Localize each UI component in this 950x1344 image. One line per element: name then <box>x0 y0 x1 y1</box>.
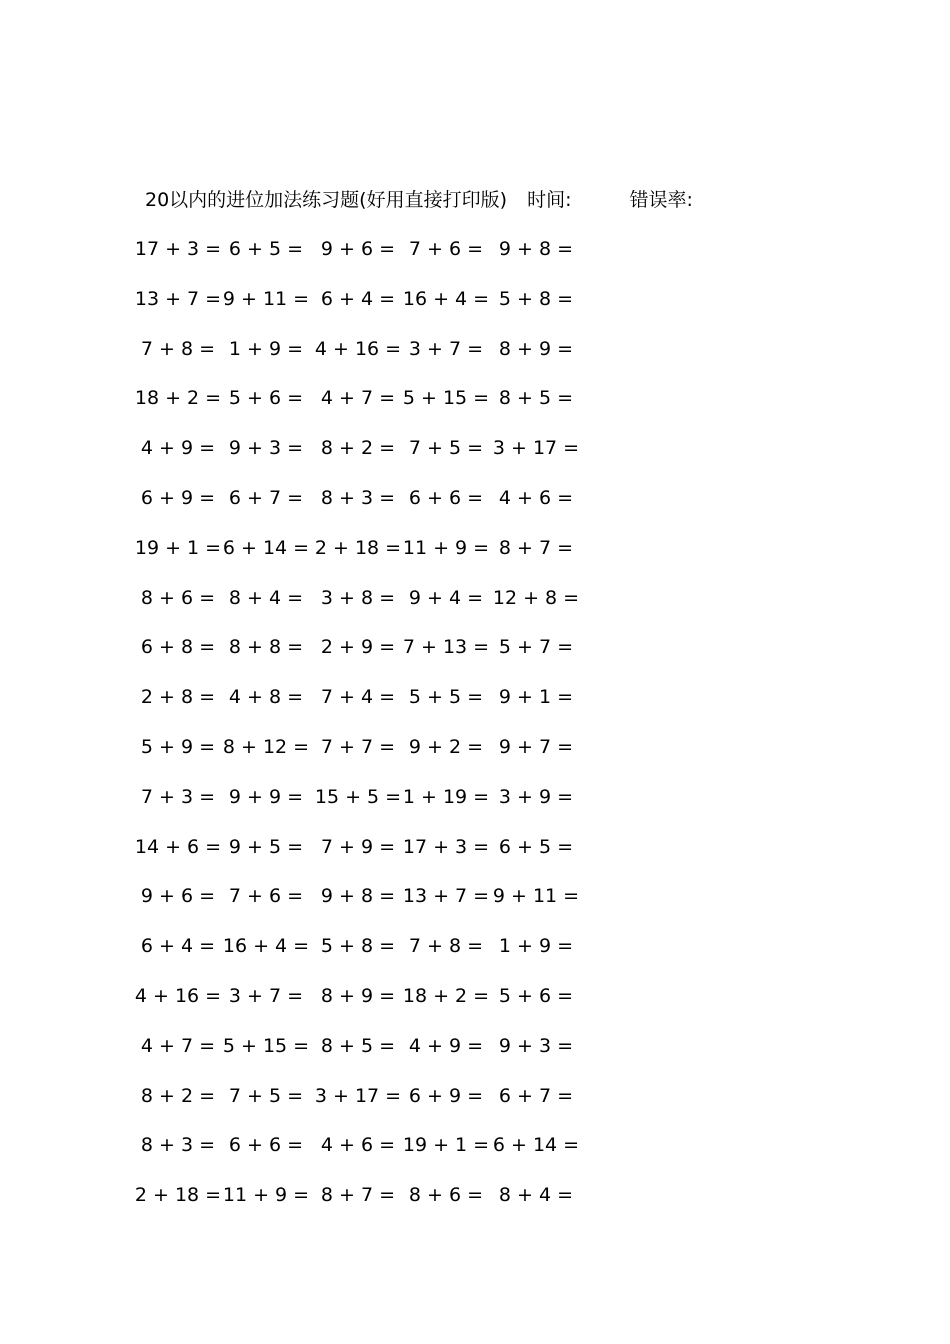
addition-problem: 8 + 3 = <box>140 1134 216 1157</box>
problem-row <box>0 933 950 983</box>
addition-problem: 1 + 9 = <box>228 337 304 360</box>
worksheet-header <box>145 186 693 214</box>
addition-problem: 6 + 14 = <box>492 1134 580 1157</box>
addition-problem: 9 + 2 = <box>408 735 484 758</box>
addition-problem: 2 + 9 = <box>320 636 396 659</box>
addition-problem: 6 + 6 = <box>408 486 484 509</box>
addition-problem: 1 + 19 = <box>402 785 490 808</box>
addition-problem: 18 + 2 = <box>402 984 490 1007</box>
addition-problem: 9 + 7 = <box>498 735 574 758</box>
addition-problem: 1 + 9 = <box>498 935 574 958</box>
addition-problem: 9 + 5 = <box>228 835 304 858</box>
addition-problem: 8 + 4 = <box>498 1184 574 1207</box>
addition-problem: 8 + 7 = <box>320 1184 396 1207</box>
addition-problem: 5 + 9 = <box>140 735 216 758</box>
addition-problem: 6 + 5 = <box>498 835 574 858</box>
addition-problem: 5 + 7 = <box>498 636 574 659</box>
addition-problem: 6 + 7 = <box>498 1084 574 1107</box>
problem-row <box>0 634 950 684</box>
addition-problem: 7 + 5 = <box>408 437 484 460</box>
addition-problem: 9 + 11 = <box>222 287 310 310</box>
addition-problem: 11 + 9 = <box>222 1184 310 1207</box>
problem-row <box>0 983 950 1033</box>
addition-problem: 6 + 5 = <box>228 238 304 260</box>
addition-problem: 5 + 15 = <box>402 387 490 410</box>
problem-row <box>0 585 950 635</box>
problem-row <box>0 485 950 535</box>
addition-problem: 17 + 3 = <box>134 238 222 260</box>
addition-problem: 3 + 8 = <box>320 586 396 609</box>
addition-problem: 4 + 9 = <box>408 1034 484 1057</box>
addition-problem: 5 + 6 = <box>228 387 304 410</box>
addition-problem: 9 + 8 = <box>320 885 396 908</box>
problem-row <box>0 734 950 784</box>
addition-problem: 8 + 5 = <box>498 387 574 410</box>
addition-problem: 9 + 1 = <box>498 686 574 709</box>
addition-problem: 9 + 3 = <box>228 437 304 460</box>
addition-problem: 3 + 17 = <box>314 1084 402 1107</box>
problem-row <box>0 684 950 734</box>
addition-problem: 8 + 4 = <box>228 586 304 609</box>
addition-problem: 8 + 7 = <box>498 536 574 559</box>
addition-problem: 9 + 6 = <box>320 238 396 260</box>
problem-row <box>0 1083 950 1133</box>
addition-problem: 6 + 4 = <box>140 935 216 958</box>
addition-problem: 7 + 4 = <box>320 686 396 709</box>
addition-problem: 12 + 8 = <box>492 586 580 609</box>
addition-problem: 13 + 7 = <box>134 287 222 310</box>
addition-problem: 5 + 6 = <box>498 984 574 1007</box>
addition-problem: 9 + 3 = <box>498 1034 574 1057</box>
addition-problem: 4 + 16 = <box>134 984 222 1007</box>
problem-row <box>0 1182 950 1232</box>
addition-problem: 18 + 2 = <box>134 387 222 410</box>
addition-problem: 2 + 18 = <box>134 1184 222 1207</box>
addition-problem: 8 + 12 = <box>222 735 310 758</box>
problem-row <box>0 535 950 585</box>
addition-problem: 5 + 8 = <box>498 287 574 310</box>
addition-problem: 9 + 4 = <box>408 586 484 609</box>
addition-problem: 5 + 5 = <box>408 686 484 709</box>
addition-problem: 9 + 6 = <box>140 885 216 908</box>
addition-problem: 14 + 6 = <box>134 835 222 858</box>
addition-problem: 3 + 7 = <box>408 337 484 360</box>
addition-problem: 19 + 1 = <box>402 1134 490 1157</box>
addition-problem: 7 + 8 = <box>140 337 216 360</box>
addition-problem: 4 + 7 = <box>320 387 396 410</box>
addition-problem: 8 + 9 = <box>498 337 574 360</box>
problem-row <box>0 435 950 485</box>
addition-problem: 8 + 3 = <box>320 486 396 509</box>
addition-problem: 4 + 16 = <box>314 337 402 360</box>
addition-problem: 13 + 7 = <box>402 885 490 908</box>
addition-problem: 16 + 4 = <box>222 935 310 958</box>
addition-problem: 5 + 8 = <box>320 935 396 958</box>
addition-problem: 8 + 5 = <box>320 1034 396 1057</box>
addition-problem: 6 + 8 = <box>140 636 216 659</box>
addition-problem: 3 + 9 = <box>498 785 574 808</box>
addition-problem: 7 + 3 = <box>140 785 216 808</box>
addition-problem: 19 + 1 = <box>134 536 222 559</box>
addition-problem: 4 + 8 = <box>228 686 304 709</box>
addition-problem: 7 + 9 = <box>320 835 396 858</box>
addition-problem: 7 + 7 = <box>320 735 396 758</box>
addition-problem: 8 + 6 = <box>140 586 216 609</box>
error-rate-label: 错误率: <box>629 189 693 211</box>
problem-row <box>0 286 950 336</box>
addition-problem: 5 + 15 = <box>222 1034 310 1057</box>
addition-problem: 4 + 9 = <box>140 437 216 460</box>
addition-problem: 8 + 2 = <box>320 437 396 460</box>
addition-problem: 6 + 9 = <box>140 486 216 509</box>
addition-problem: 7 + 6 = <box>408 238 484 260</box>
addition-problem: 7 + 5 = <box>228 1084 304 1107</box>
addition-problem: 8 + 9 = <box>320 984 396 1007</box>
addition-problem: 3 + 7 = <box>228 984 304 1007</box>
problem-row <box>0 236 950 286</box>
addition-problem: 8 + 6 = <box>408 1184 484 1207</box>
addition-problem: 11 + 9 = <box>402 536 490 559</box>
problem-row <box>0 1033 950 1083</box>
addition-problem: 3 + 17 = <box>492 437 580 460</box>
addition-problem: 9 + 9 = <box>228 785 304 808</box>
addition-problem: 2 + 8 = <box>140 686 216 709</box>
addition-problem: 4 + 6 = <box>498 486 574 509</box>
addition-problem: 4 + 6 = <box>320 1134 396 1157</box>
addition-problem: 7 + 6 = <box>228 885 304 908</box>
addition-problem: 6 + 9 = <box>408 1084 484 1107</box>
problem-row <box>0 834 950 884</box>
addition-problem: 6 + 14 = <box>222 536 310 559</box>
problem-row <box>0 784 950 834</box>
time-label: 时间: <box>527 189 572 211</box>
problem-row <box>0 1132 950 1182</box>
addition-problem: 17 + 3 = <box>402 835 490 858</box>
addition-problem: 8 + 8 = <box>228 636 304 659</box>
addition-problem: 15 + 5 = <box>314 785 402 808</box>
addition-problem: 2 + 18 = <box>314 536 402 559</box>
addition-problem: 9 + 11 = <box>492 885 580 908</box>
addition-problem: 6 + 4 = <box>320 287 396 310</box>
addition-problem: 7 + 8 = <box>408 935 484 958</box>
addition-problem: 6 + 7 = <box>228 486 304 509</box>
addition-problem: 4 + 7 = <box>140 1034 216 1057</box>
worksheet-title: 20以内的进位加法练习题(好用直接打印版) <box>145 189 508 211</box>
addition-problem: 8 + 2 = <box>140 1084 216 1107</box>
problem-row <box>0 385 950 435</box>
addition-problem: 7 + 13 = <box>402 636 490 659</box>
problem-row <box>0 883 950 933</box>
addition-problem: 16 + 4 = <box>402 287 490 310</box>
addition-problem: 9 + 8 = <box>498 238 574 260</box>
problem-grid <box>0 236 950 1232</box>
problem-row <box>0 336 950 386</box>
addition-problem: 6 + 6 = <box>228 1134 304 1157</box>
